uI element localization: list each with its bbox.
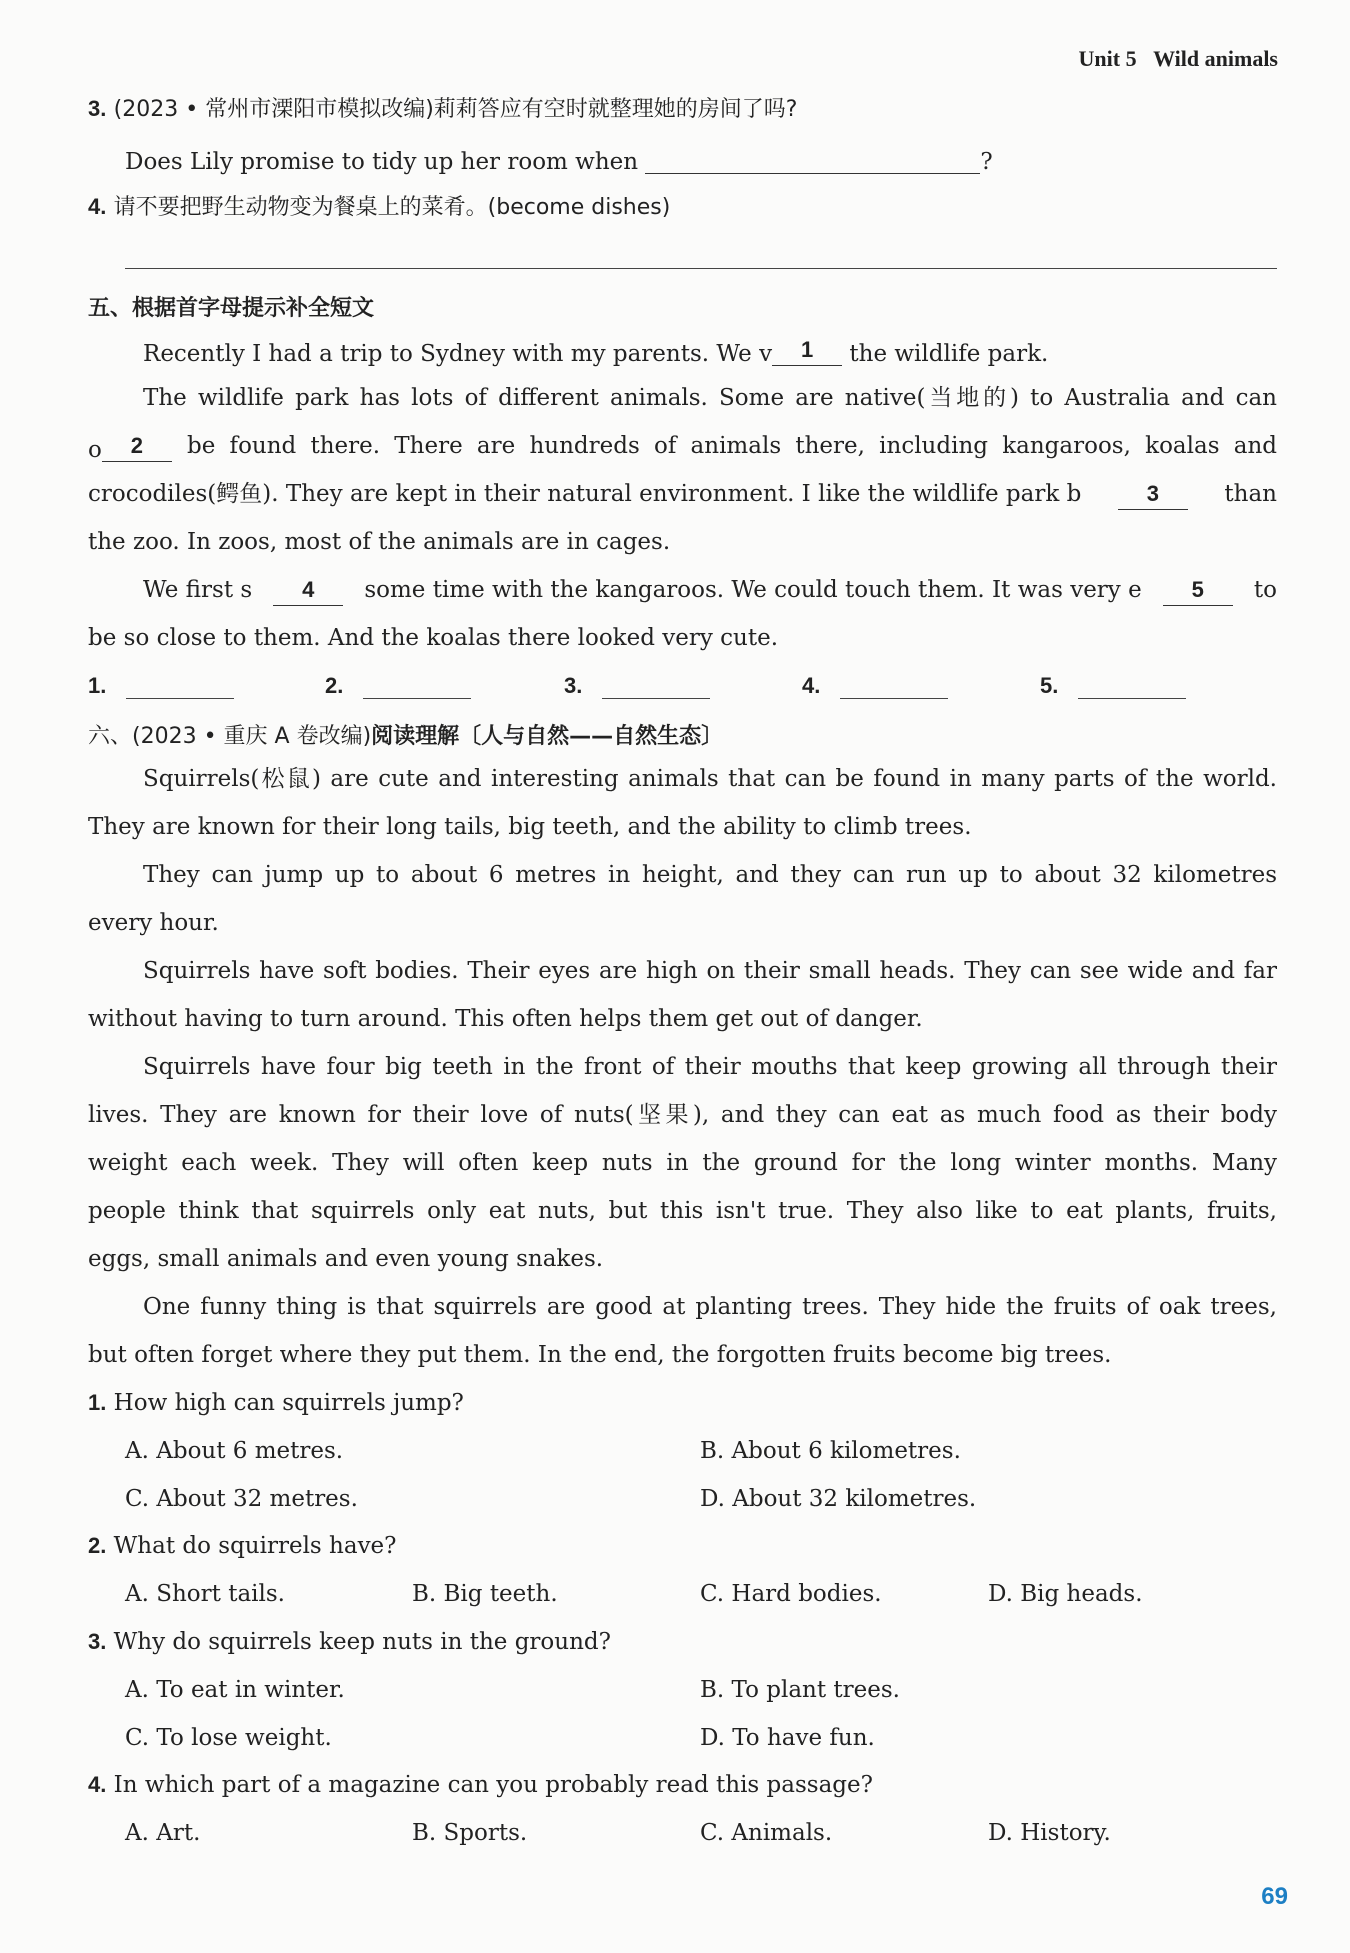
option-a[interactable]: A. About 6 metres. [125, 1438, 344, 1464]
question-number: 4. [88, 194, 107, 219]
blank-3[interactable] [1118, 483, 1188, 510]
blank-number: 5 [1191, 577, 1204, 602]
question-text: What do squirrels have? [113, 1533, 397, 1559]
question-number: 4. [88, 1772, 107, 1797]
unit-label: Unit 5 [1078, 46, 1137, 71]
passage6-line: One funny thing is that squirrels are good at planting trees. They hide the fruits of oak trees, [143, 1294, 1277, 1320]
passage5-line [88, 435, 1277, 462]
text: the wildlife park. [849, 341, 1049, 367]
page-number: 69 [1261, 1883, 1288, 1910]
question-2 [88, 1535, 397, 1558]
question-number: 3. [88, 1629, 107, 1654]
option-c[interactable]: C. To lose weight. [125, 1725, 332, 1751]
passage6-line: weight each week. They will often keep nuts in the ground for the long winter months. Many [88, 1150, 1277, 1176]
answer-blank[interactable] [840, 698, 948, 699]
passage6-line: eggs, small animals and even young snakes. [88, 1246, 604, 1272]
heading-title: 阅读理解 [371, 724, 460, 749]
blank-4[interactable] [273, 579, 343, 606]
option-a[interactable]: A. Short tails. [125, 1581, 285, 1607]
blank-number: 3 [1146, 481, 1159, 506]
answer-label: 1. [88, 673, 107, 698]
option-d[interactable]: D. History. [988, 1820, 1111, 1846]
option-b[interactable]: B. To plant trees. [700, 1677, 900, 1703]
blank-1[interactable] [772, 339, 842, 366]
answer-label: 2. [325, 673, 344, 698]
answer-line[interactable] [125, 268, 1277, 269]
section-6-heading [88, 719, 723, 750]
passage5-line [143, 339, 1048, 366]
question-number: 3. [88, 96, 107, 121]
answer-blank[interactable] [1078, 698, 1186, 699]
text: than [1224, 481, 1277, 507]
option-c[interactable]: C. About 32 metres. [125, 1486, 358, 1512]
option-c[interactable]: C. Animals. [700, 1820, 833, 1846]
question-prompt: 请不要把野生动物变为餐桌上的菜肴。(become dishes) [113, 195, 671, 220]
question-text: How high can squirrels jump? [113, 1390, 464, 1416]
translation-q3-sentence [125, 147, 993, 174]
question-prompt: (2023 • 常州市溧阳市模拟改编)莉莉答应有空时就整理她的房间了吗? [113, 97, 798, 122]
page-header [1079, 46, 1278, 72]
question-4 [88, 1774, 873, 1797]
answer-label: 3. [564, 673, 583, 698]
text: We first s [143, 577, 253, 603]
question-1 [88, 1392, 464, 1415]
passage5-line [88, 483, 1277, 510]
passage6-line: but often forget where they put them. In the end, the forgotten fruits become big trees. [88, 1342, 1112, 1368]
passage6-line: every hour. [88, 910, 219, 936]
option-d[interactable]: D. Big heads. [988, 1581, 1143, 1607]
answer-blank[interactable] [363, 698, 471, 699]
answer-blank[interactable] [602, 698, 710, 699]
question-number: 2. [88, 1533, 107, 1558]
passage6-line: lives. They are known for their love of nuts(坚果), and they can eat as much food as their body [88, 1102, 1277, 1128]
sentence-end: ? [980, 149, 993, 175]
unit-title: Wild animals [1153, 46, 1278, 71]
text: Recently I had a trip to Sydney with my parents. We v [143, 341, 773, 367]
blank-number: 1 [800, 337, 814, 362]
option-d[interactable]: D. About 32 kilometres. [700, 1486, 977, 1512]
question-text: Why do squirrels keep nuts in the ground? [113, 1629, 611, 1655]
answer-blank[interactable] [645, 147, 980, 174]
text: to [1253, 577, 1277, 603]
option-b[interactable]: B. About 6 kilometres. [700, 1438, 961, 1464]
answer-blank[interactable] [126, 698, 234, 699]
translation-q3 [88, 98, 797, 121]
blank-number: 2 [130, 433, 143, 458]
passage6-line: They can jump up to about 6 metres in height, and they can run up to about 32 kilometres [143, 862, 1277, 888]
passage6-line: Squirrels have soft bodies. Their eyes are high on their small heads. They can see wide and far [143, 958, 1277, 984]
translation-q4 [88, 196, 670, 219]
passage5-line: The wildlife park has lots of different animals. Some are native(当地的) to Australia and can [143, 385, 1277, 411]
heading-tag: 〔人与自然——自然生态〕 [459, 724, 724, 749]
passage6-line: Squirrels have four big teeth in the front of their mouths that keep growing all through their [143, 1054, 1277, 1080]
question-text: In which part of a magazine can you probably read this passage? [113, 1772, 873, 1798]
passage6-line: people think that squirrels only eat nuts, but this isn't true. They also like to eat plants, fruits, [88, 1198, 1277, 1224]
option-a[interactable]: A. Art. [125, 1820, 201, 1846]
answer-label: 4. [802, 673, 821, 698]
passage6-line: without having to turn around. This often helps them get out of danger. [88, 1006, 923, 1032]
section-5-heading: 五、根据首字母提示补全短文 [88, 296, 375, 321]
text: o [88, 437, 102, 463]
passage6-line: They are known for their long tails, big teeth, and the ability to climb trees. [88, 814, 972, 840]
sentence-start: Does Lily promise to tidy up her room when [125, 149, 639, 175]
blank-2[interactable] [102, 435, 172, 462]
option-b[interactable]: B. Big teeth. [412, 1581, 558, 1607]
heading-source: 六、(2023 • 重庆 A 卷改编) [88, 724, 372, 749]
option-a[interactable]: A. To eat in winter. [125, 1677, 345, 1703]
option-c[interactable]: C. Hard bodies. [700, 1581, 882, 1607]
passage6-line: Squirrels(松鼠) are cute and interesting animals that can be found in many parts of the world. [143, 766, 1277, 792]
blank-number: 4 [302, 577, 315, 602]
text: some time with the kangaroos. We could touch them. It was very e [364, 577, 1142, 603]
answer-label: 5. [1040, 673, 1059, 698]
text: be found there. There are hundreds of animals there, including kangaroos, koalas and [187, 433, 1277, 459]
text: crocodiles(鳄鱼). They are kept in their natural environment. I like the wildlife park b [88, 481, 1082, 507]
question-3 [88, 1631, 611, 1654]
passage5-line: be so close to them. And the koalas there looked very cute. [88, 625, 779, 651]
blank-5[interactable] [1163, 579, 1233, 606]
passage5-line [143, 579, 1277, 606]
option-b[interactable]: B. Sports. [412, 1820, 528, 1846]
option-d[interactable]: D. To have fun. [700, 1725, 875, 1751]
passage5-line: the zoo. In zoos, most of the animals are in cages. [88, 529, 671, 555]
question-number: 1. [88, 1390, 107, 1415]
